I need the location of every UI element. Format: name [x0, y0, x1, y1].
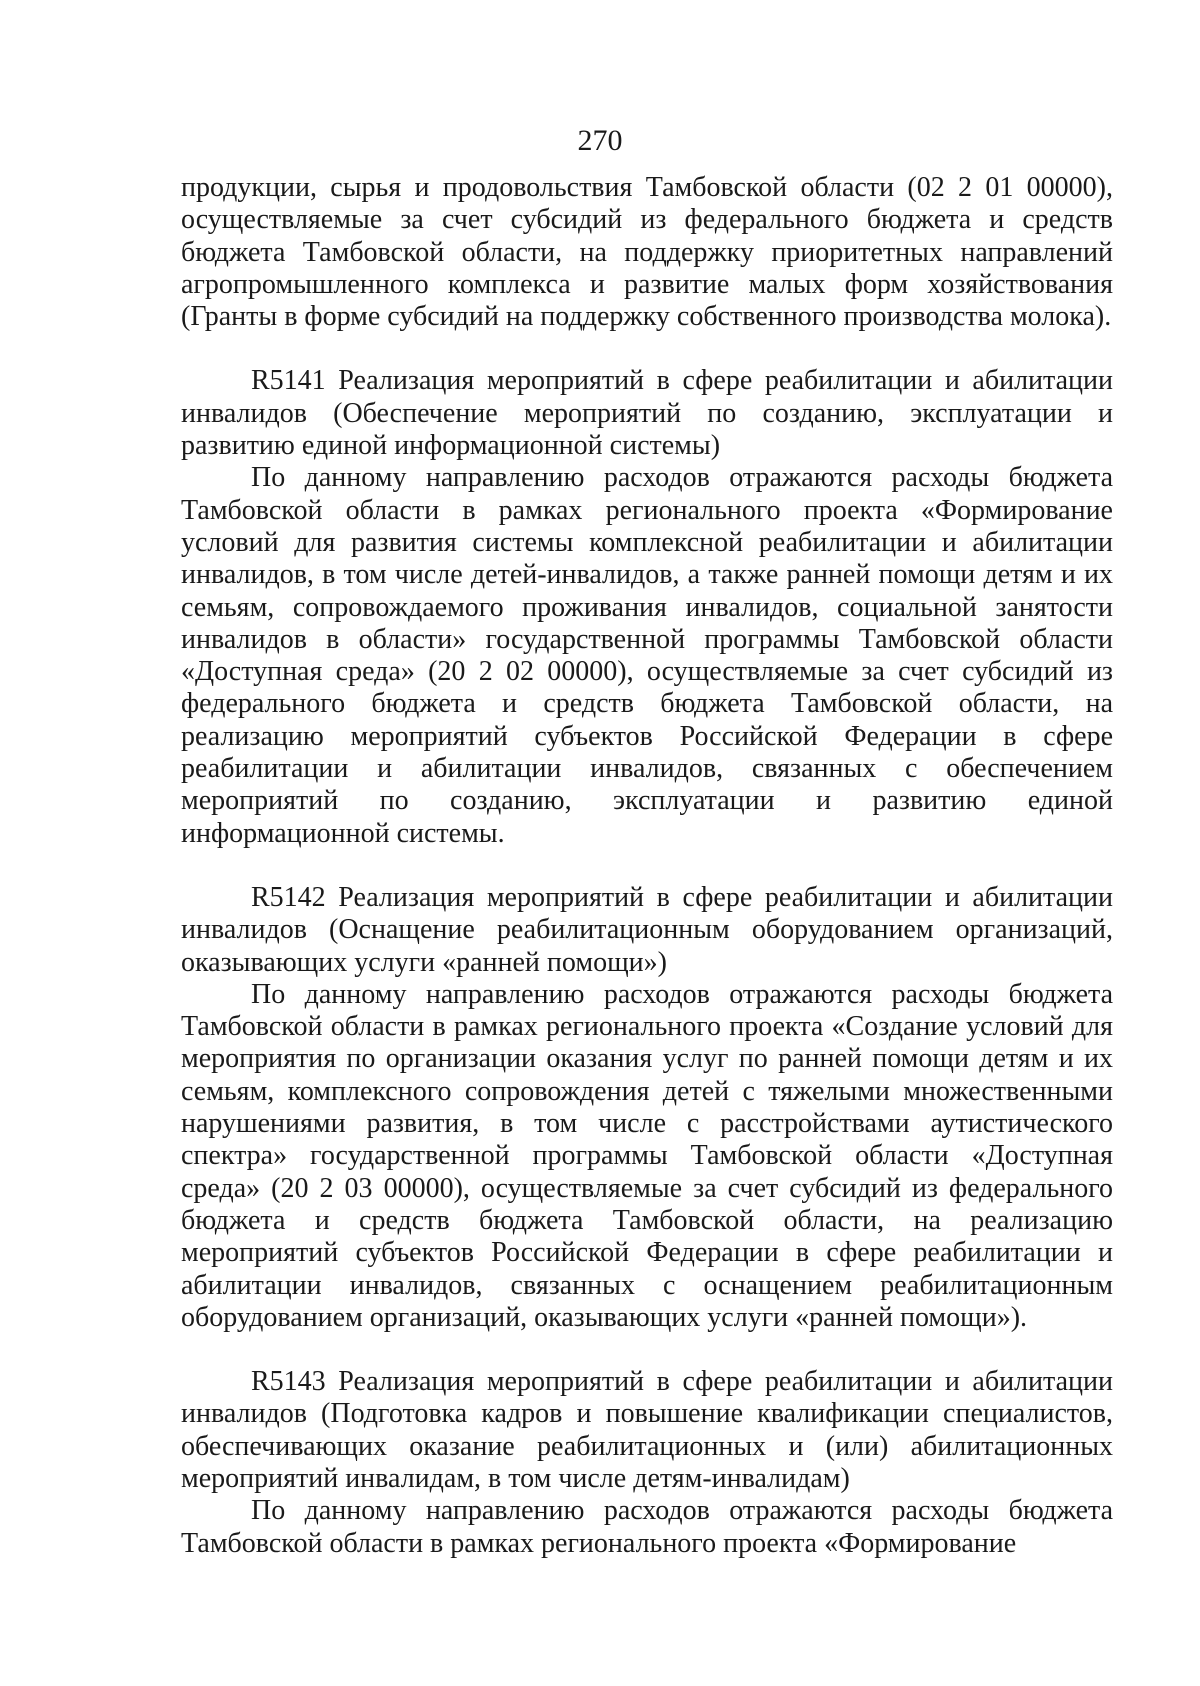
page-number: 270: [577, 124, 623, 157]
paragraph-continuation: продукции, сырья и продовольствия Тамбовской области (02 2 01 00000), осуществляемые за счет субсидий из федерального бюджета и средств бюджета Тамбовской области, на поддержку приоритетных направлений агропромышленного комплекса и развитие малых форм хозяйствования (Гранты в форме субсидий на поддержку собственного производства молока).: [181, 172, 1113, 333]
paragraph-r5143-description: По данному направлению расходов отражаются расходы бюджета Тамбовской области в рамках регионального проекта «Формирование: [181, 1495, 1113, 1559]
paragraph-r5141-description: По данному направлению расходов отражаются расходы бюджета Тамбовской области в рамках регионального проекта «Формирование условий для развития системы комплексной реабилитации и абилитации инвалидов, в том числе детей-инвалидов, а также ранней помощи детям и их семьям, сопровождаемого проживания инвалидов, социальной занятости инвалидов в области» государственной программы Тамбовской области «Доступная среда» (20 2 02 00000), осуществляемые за счет субсидий из федерального бюджета и средств бюджета Тамбовской области, на реализацию мероприятий субъектов Российской Федерации в сфере реабилитации и абилитации инвалидов, связанных с обеспечением мероприятий по созданию, эксплуатации и развитию единой информационной системы.: [181, 462, 1113, 849]
section-heading-r5141: R5141 Реализация мероприятий в сфере реабилитации и абилитации инвалидов (Обеспечение мероприятий по созданию, эксплуатации и развитию единой информационной системы): [181, 365, 1113, 462]
document-body: [181, 172, 1113, 1560]
paragraph-r5142-description: По данному направлению расходов отражаются расходы бюджета Тамбовской области в рамках регионального проекта «Создание условий для мероприятия по организации оказания услуг по ранней помощи детям и их семьям, комплексного сопровождения детей с тяжелыми множественными нарушениями развития, в том числе с расстройствами аутистического спектра» государственной программы Тамбовской области «Доступная среда» (20 2 03 00000), осуществляемые за счет субсидий из федерального бюджета и средств бюджета Тамбовской области, на реализацию мероприятий субъектов Российской Федерации в сфере реабилитации и абилитации инвалидов, связанных с оснащением реабилитационным оборудованием организаций, оказывающих услуги «ранней помощи»).: [181, 978, 1113, 1333]
section-heading-r5142: R5142 Реализация мероприятий в сфере реабилитации и абилитации инвалидов (Оснащение реабилитационным оборудованием организаций, оказывающих услуги «ранней помощи»): [181, 881, 1113, 978]
section-heading-r5143: R5143 Реализация мероприятий в сфере реабилитации и абилитации инвалидов (Подготовка кадров и повышение квалификации специалистов, обеспечивающих оказание реабилитационных и (или) абилитационных мероприятий инвалидам, в том числе детям-инвалидам): [181, 1366, 1113, 1494]
